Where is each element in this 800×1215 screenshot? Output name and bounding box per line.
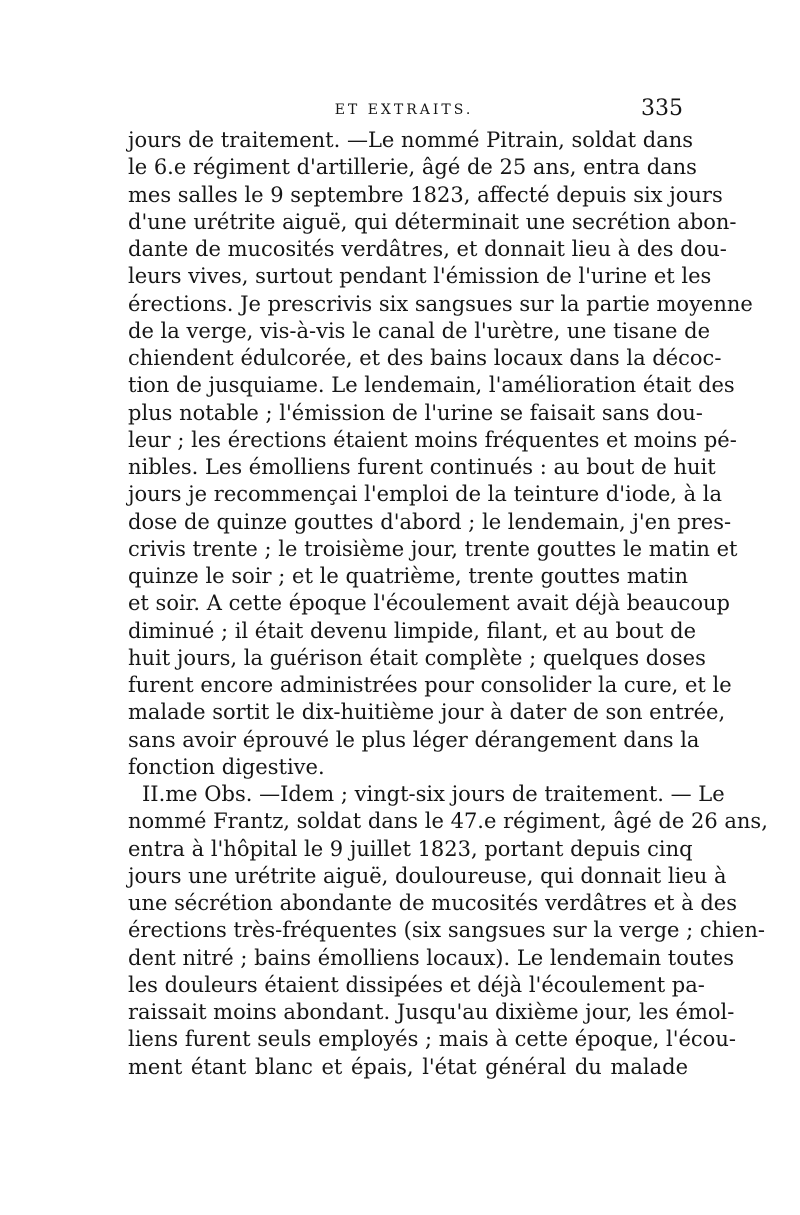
text-line: érections très-fréquentes (six sangsues sur la verge ; chien-	[128, 918, 765, 943]
text-line: tion de jusquiame. Le lendemain, l'amélioration était des	[128, 373, 735, 398]
text-line: mes salles le 9 septembre 1823, affecté depuis six jours	[128, 182, 723, 207]
text-line: une sécrétion abondante de mucosités verdâtres et à des	[128, 891, 737, 915]
text-line: malade sortit le dix-huitième jour à dater de son entrée,	[128, 700, 726, 725]
text-line: dent nitré ; bains émolliens locaux). Le lendemain toutes	[128, 945, 735, 970]
running-head	[125, 96, 683, 124]
text-line: érections. Je prescrivis six sangsues sur la partie moyenne	[128, 291, 753, 316]
text-line: liens furent seuls employés ; mais à cette époque, l'écou-	[128, 1027, 736, 1052]
page-number: 335	[641, 96, 683, 121]
text-line: sans avoir éprouvé le plus léger dérangement dans la	[128, 727, 700, 752]
observation-heading-line: II.me Obs. —Idem ; vingt-six jours de traitement. — Le	[142, 782, 725, 806]
text-line: crivis trente ; le troisième jour, trente gouttes le matin et	[128, 536, 738, 561]
text-line: nibles. Les émolliens furent continués : au bout de huit	[128, 455, 716, 479]
text-line: jours je recommençai l'emploi de la teinture d'iode, à la	[128, 482, 723, 507]
text-line: dose de quinze gouttes d'abord ; le lendemain, j'en pres-	[128, 509, 732, 534]
body-text	[128, 127, 768, 1079]
text-line: d'une urétrite aiguë, qui déterminait une secrétion abon-	[128, 209, 737, 234]
text-line: fonction digestive.	[128, 754, 325, 779]
text-line: dante de mucosités verdâtres, et donnait lieu à des dou-	[128, 237, 727, 261]
text-line: jours une urétrite aiguë, douloureuse, qui donnait lieu à	[128, 863, 727, 888]
running-title: ET EXTRAITS.	[334, 102, 474, 118]
text-line: furent encore administrées pour consolider la cure, et le	[128, 673, 732, 697]
text-line: le 6.e régiment d'artillerie, âgé de 25 ans, entra dans	[128, 155, 697, 180]
text-line: de la verge, vis-à-vis le canal de l'urètre, une tisane de	[128, 318, 711, 343]
text-line: ment étant blanc et épais, l'état général du malade	[128, 1054, 688, 1079]
text-line: les douleurs étaient dissipées et déjà l'écoulement pa-	[128, 972, 705, 997]
text-line: entra à l'hôpital le 9 juillet 1823, portant depuis cinq	[128, 836, 693, 861]
text-line: raissait moins abondant. Jusqu'au dixième jour, les émol-	[128, 1000, 735, 1024]
text-line: nommé Frantz, soldat dans le 47.e régiment, âgé de 26 ans,	[128, 809, 768, 834]
text-line: chiendent édulcorée, et des bains locaux dans la décoc-	[128, 346, 722, 370]
text-line: plus notable ; l'émission de l'urine se faisait sans dou-	[128, 400, 703, 425]
text-line: diminué ; il était devenu limpide, filant, et au bout de	[128, 618, 697, 643]
text-line: leurs vives, surtout pendant l'émission de l'urine et les	[128, 264, 712, 289]
text-line: et soir. A cette époque l'écoulement avait déjà beaucoup	[128, 591, 730, 616]
text-line: jours de traitement. —Le nommé Pitrain, soldat dans	[128, 128, 694, 152]
text-line: huit jours, la guérison était complète ; quelques doses	[128, 645, 706, 670]
text-line: quinze le soir ; et le quatrième, trente gouttes matin	[128, 564, 688, 588]
text-line: leur ; les érections étaient moins fréquentes et moins pé-	[128, 427, 737, 452]
